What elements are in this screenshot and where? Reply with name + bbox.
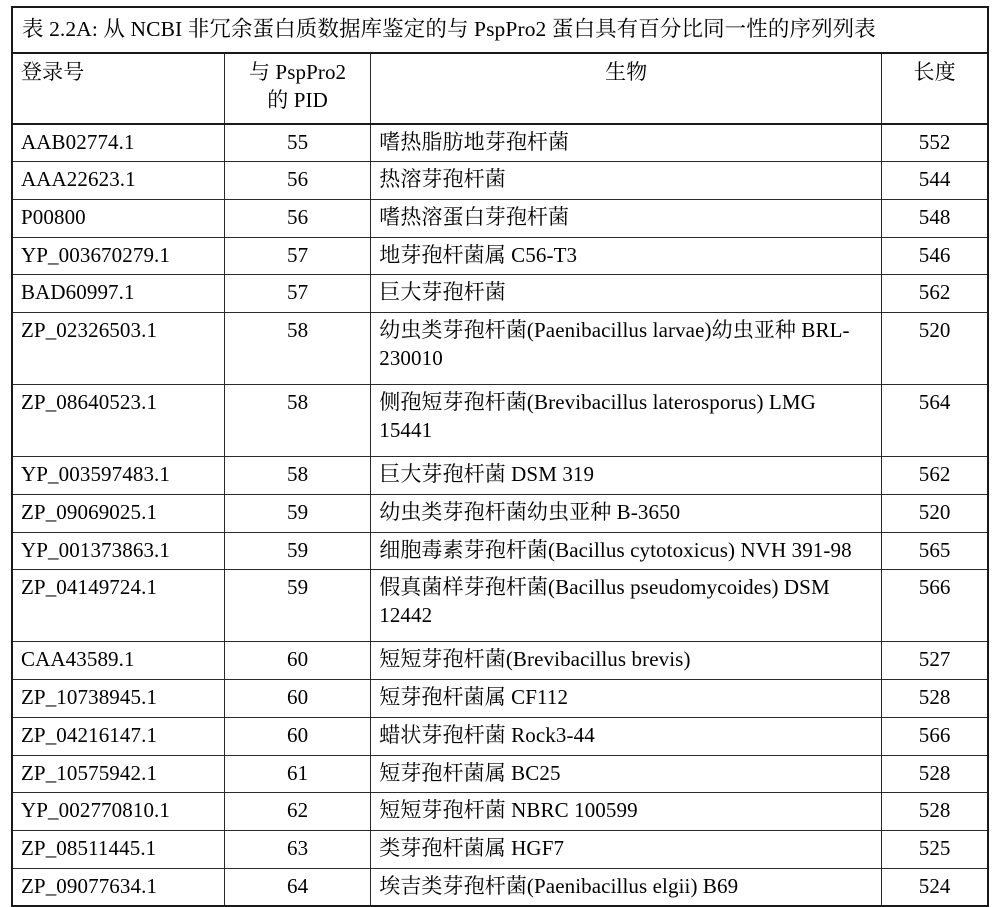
cell-pid: 59	[224, 570, 370, 642]
cell-accession: ZP_02326503.1	[12, 313, 224, 385]
cell-organism: 蜡状芽孢杆菌 Rock3-44	[371, 717, 882, 755]
column-header-pid	[224, 53, 370, 123]
cell-accession: ZP_10575942.1	[12, 755, 224, 793]
cell-pid: 61	[224, 755, 370, 793]
cell-pid: 57	[224, 275, 370, 313]
cell-length: 564	[882, 385, 988, 457]
cell-organism: 嗜热脂肪地芽孢杆菌	[371, 124, 882, 162]
cell-organism: 短芽孢杆菌属 CF112	[371, 680, 882, 718]
table-row	[12, 457, 988, 495]
column-header-pid-line1: 与 PspPro2	[248, 60, 347, 85]
cell-accession: AAB02774.1	[12, 124, 224, 162]
cell-organism: 巨大芽孢杆菌 DSM 319	[371, 457, 882, 495]
cell-organism: 幼虫类芽孢杆菌幼虫亚种 B-3650	[371, 494, 882, 532]
cell-pid: 56	[224, 200, 370, 238]
cell-length: 528	[882, 680, 988, 718]
table-row	[12, 642, 988, 680]
cell-length: 552	[882, 124, 988, 162]
cell-accession: BAD60997.1	[12, 275, 224, 313]
cell-accession: ZP_08640523.1	[12, 385, 224, 457]
cell-pid: 58	[224, 385, 370, 457]
cell-organism: 类芽孢杆菌属 HGF7	[371, 830, 882, 868]
cell-pid: 60	[224, 642, 370, 680]
cell-pid: 64	[224, 868, 370, 906]
column-header-organism: 生物	[371, 53, 882, 123]
cell-pid: 58	[224, 457, 370, 495]
cell-organism: 短芽孢杆菌属 BC25	[371, 755, 882, 793]
cell-length: 548	[882, 200, 988, 238]
table-row	[12, 385, 988, 457]
column-header-pid-line2: 的 PID	[267, 87, 328, 112]
cell-accession: AAA22623.1	[12, 162, 224, 200]
table-row	[12, 275, 988, 313]
cell-organism: 短短芽孢杆菌(Brevibacillus brevis)	[371, 642, 882, 680]
cell-length: 566	[882, 717, 988, 755]
cell-accession: ZP_09077634.1	[12, 868, 224, 906]
table-row	[12, 717, 988, 755]
cell-length: 527	[882, 642, 988, 680]
cell-length: 520	[882, 494, 988, 532]
table-row	[12, 830, 988, 868]
cell-length: 562	[882, 275, 988, 313]
cell-organism: 短短芽孢杆菌 NBRC 100599	[371, 793, 882, 831]
cell-organism: 埃吉类芽孢杆菌(Paenibacillus elgii) B69	[371, 868, 882, 906]
cell-organism: 巨大芽孢杆菌	[371, 275, 882, 313]
cell-accession: CAA43589.1	[12, 642, 224, 680]
cell-length: 566	[882, 570, 988, 642]
table-row	[12, 680, 988, 718]
table-row	[12, 532, 988, 570]
cell-pid: 60	[224, 680, 370, 718]
table-row	[12, 868, 988, 906]
cell-pid: 60	[224, 717, 370, 755]
cell-pid: 56	[224, 162, 370, 200]
cell-organism: 假真菌样芽孢杆菌(Bacillus pseudomycoides) DSM 12442	[371, 570, 882, 642]
table-row	[12, 237, 988, 275]
table-row	[12, 124, 988, 162]
cell-length: 562	[882, 457, 988, 495]
cell-length: 520	[882, 313, 988, 385]
cell-organism: 热溶芽孢杆菌	[371, 162, 882, 200]
column-header-accession: 登录号	[12, 53, 224, 123]
table-title: 表 2.2A: 从 NCBI 非冗余蛋白质数据库鉴定的与 PspPro2 蛋白具有百分比同一性的序列列表	[12, 7, 988, 53]
cell-accession: YP_003670279.1	[12, 237, 224, 275]
table-row	[12, 793, 988, 831]
sequence-identity-table	[11, 6, 989, 907]
cell-accession: YP_002770810.1	[12, 793, 224, 831]
cell-pid: 59	[224, 532, 370, 570]
cell-length: 525	[882, 830, 988, 868]
cell-organism: 幼虫类芽孢杆菌(Paenibacillus larvae)幼虫亚种 BRL-230010	[371, 313, 882, 385]
cell-pid: 58	[224, 313, 370, 385]
cell-length: 544	[882, 162, 988, 200]
table-header-row	[12, 53, 988, 123]
cell-pid: 55	[224, 124, 370, 162]
cell-accession: ZP_10738945.1	[12, 680, 224, 718]
table-row	[12, 162, 988, 200]
cell-accession: YP_001373863.1	[12, 532, 224, 570]
table-row	[12, 570, 988, 642]
cell-accession: P00800	[12, 200, 224, 238]
cell-pid: 62	[224, 793, 370, 831]
table-row	[12, 200, 988, 238]
table-row	[12, 494, 988, 532]
cell-accession: ZP_04216147.1	[12, 717, 224, 755]
cell-organism: 侧孢短芽孢杆菌(Brevibacillus laterosporus) LMG 15441	[371, 385, 882, 457]
cell-accession: ZP_04149724.1	[12, 570, 224, 642]
cell-pid: 59	[224, 494, 370, 532]
cell-length: 528	[882, 755, 988, 793]
table-row	[12, 755, 988, 793]
cell-length: 528	[882, 793, 988, 831]
cell-organism: 地芽孢杆菌属 C56-T3	[371, 237, 882, 275]
column-header-length: 长度	[882, 53, 988, 123]
table-row	[12, 313, 988, 385]
cell-length: 524	[882, 868, 988, 906]
table-body	[12, 7, 988, 906]
cell-pid: 57	[224, 237, 370, 275]
cell-accession: ZP_08511445.1	[12, 830, 224, 868]
cell-pid: 63	[224, 830, 370, 868]
cell-organism: 细胞毒素芽孢杆菌(Bacillus cytotoxicus) NVH 391-98	[371, 532, 882, 570]
cell-organism: 嗜热溶蛋白芽孢杆菌	[371, 200, 882, 238]
cell-length: 565	[882, 532, 988, 570]
table-title-row	[12, 7, 988, 53]
cell-accession: ZP_09069025.1	[12, 494, 224, 532]
cell-accession: YP_003597483.1	[12, 457, 224, 495]
cell-length: 546	[882, 237, 988, 275]
